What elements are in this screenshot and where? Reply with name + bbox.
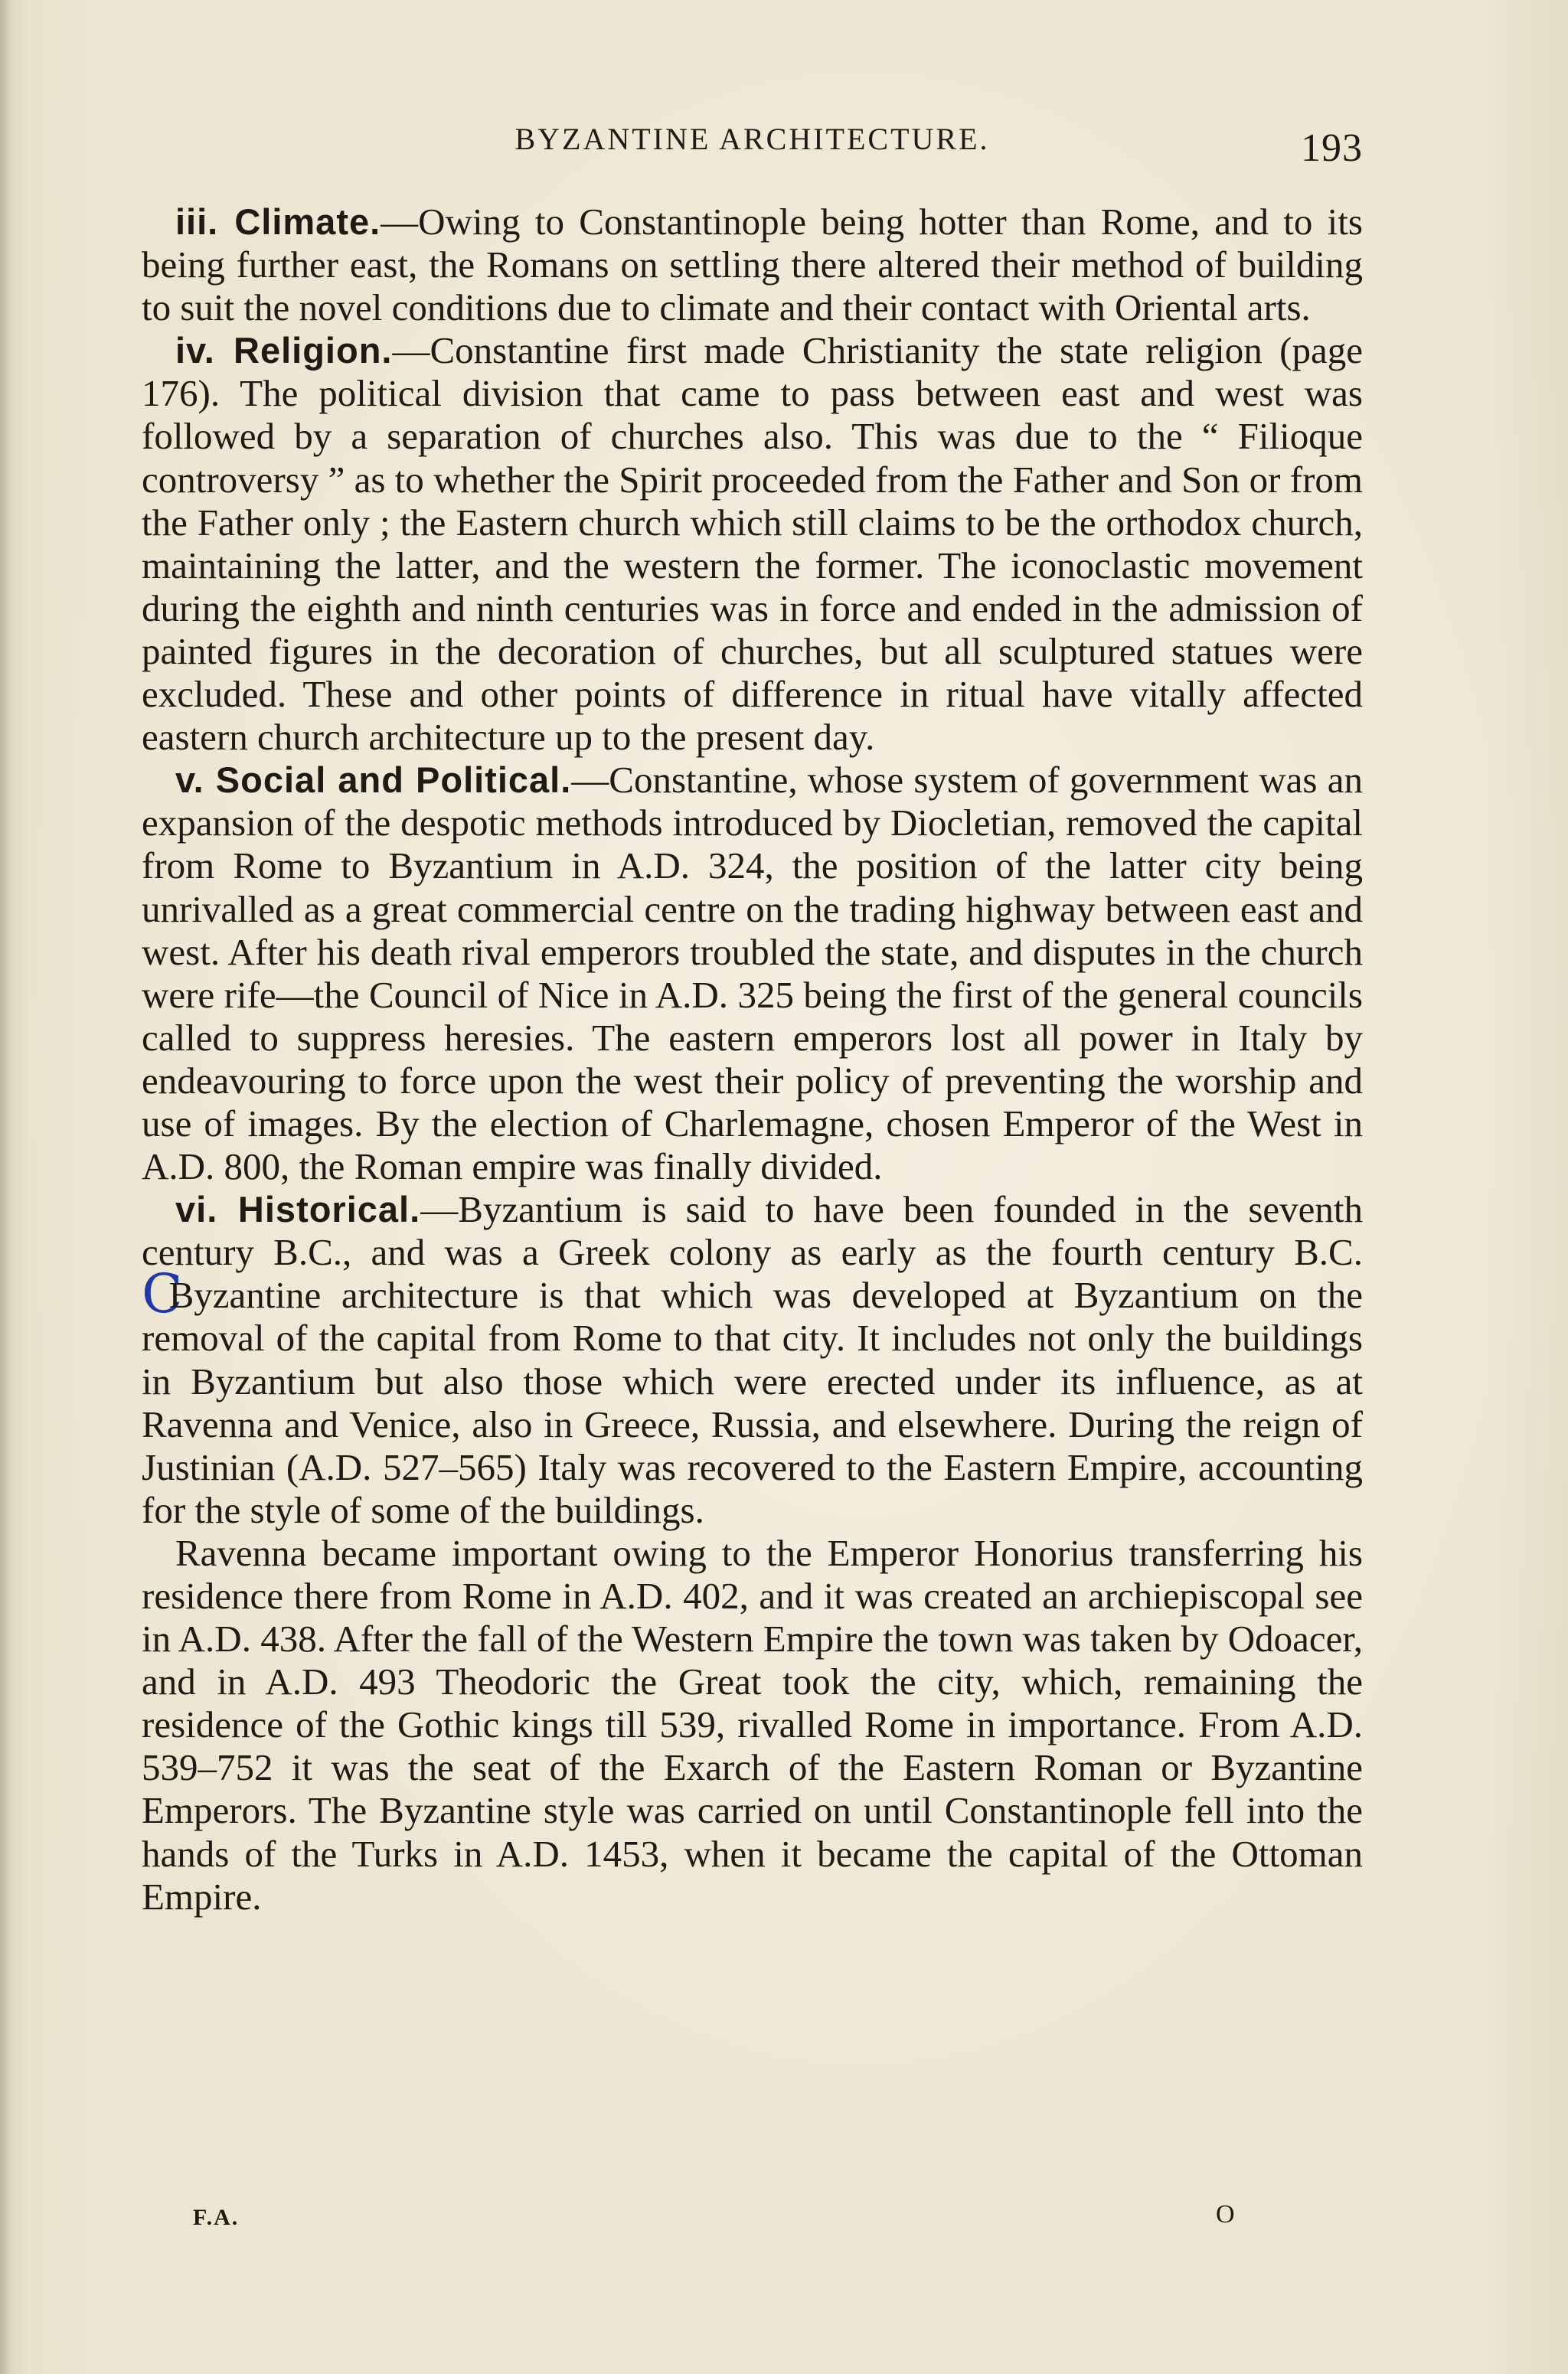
signature-mark-o: O bbox=[1216, 2200, 1235, 2229]
paragraph-text: —Constantine, whose system of government was an expansion of the despotic methods introduced by Diocletian, removed the capital from Rome to Byzantium in A.D. 324, the position of the latter city being unrivalled as a great commercial centre on the trading highway between east and west. After his death rival emperors troubled the state, and disputes in the church were rife—the Council of Nice in A.D. 325 being the first of the general councils called to suppress heresies. The eastern emperors lost all power in Italy by endeavouring to force upon the west their policy of preventing the worship and use of images. By the election of Charlemagne, chosen Emperor of the West in A.D. 800, the Roman empire was finally divided. bbox=[142, 759, 1363, 1188]
section-heading-social-political: v. Social and Political. bbox=[175, 759, 572, 801]
section-heading-climate: iii. Climate. bbox=[175, 201, 381, 242]
paragraph-text: —Owing to Constantinople being hotter than Rome, and to its being further east, the Romans on settling there altered their method of building to suit the novel conditions due to climate and their contact with Oriental arts. bbox=[142, 201, 1363, 329]
paragraph-text: Ravenna became important owing to the Emperor Honorius transferring his residence there from Rome in A.D. 402, and it was created an archiepiscopal see in A.D. 438. After the fall of the Western Empire the town was taken by Odoacer, and in A.D. 493 Theodoric the Great took the city, which, remaining the residence of the Gothic kings till 539, rivalled Rome in importance. From A.D. 539–752 it was the seat of the Exarch of the Eastern Roman or Byzantine Emperors. The Byzantine style was carried on until Constantinople fell into the hands of the Turks in A.D. 1453, when it became the capital of the Ottoman Empire. bbox=[142, 1531, 1363, 1918]
handwritten-mark: C bbox=[142, 1262, 183, 1326]
signature-mark-fa: F.A. bbox=[193, 2205, 240, 2230]
paragraph-religion bbox=[142, 329, 1363, 759]
paragraph-climate bbox=[142, 201, 1363, 329]
paragraph-social-political bbox=[142, 759, 1363, 1188]
paragraph-text-continued: Byzantine architecture is that which was developed at Byzantium on the removal of the capital from Rome to that city. It includes not only the buildings in Byzantium but also those which were erected under its influence, as at Ravenna and Venice, also in Greece, Russia, and elsewhere. During the reign of Justinian (A.D. 527–565) Italy was recovered to the Eastern Empire, accounting for the style of some of the buildings. bbox=[142, 1274, 1363, 1531]
section-heading-religion: iv. Religion. bbox=[175, 330, 393, 371]
body-text bbox=[142, 201, 1363, 1918]
paragraph-text: —Constantine first made Christianity the state religion (page 176). The political division that came to pass between east and west was followed by a separation of churches also. This was due to the “ Filioque controversy ” as to whether the Spirit proceeded from the Father and Son or from the Father only ; the Eastern church which still claims to be the orthodox church, maintaining the latter, and the western the former. The iconoclastic movement during the eighth and ninth centuries was in force and ended in the admission of painted figures in the decoration of churches, but all sculptured statues were excluded. These and other points of difference in ritual have vitally affected eastern church architecture up to the present day. bbox=[142, 329, 1363, 759]
page-number: 193 bbox=[1301, 126, 1363, 170]
paragraph-ravenna bbox=[142, 1532, 1363, 1918]
paragraph-text: —Byzantium is said to have been founded in the seventh century B.C., and was a Greek colony as early as the fourth century B.C. bbox=[142, 1188, 1363, 1274]
page-header bbox=[142, 115, 1363, 176]
paragraph-historical bbox=[142, 1188, 1363, 1532]
section-heading-historical: vi. Historical. bbox=[175, 1189, 421, 1230]
binding-shadow bbox=[0, 0, 11, 2374]
running-head: BYZANTINE ARCHITECTURE. bbox=[514, 122, 990, 156]
